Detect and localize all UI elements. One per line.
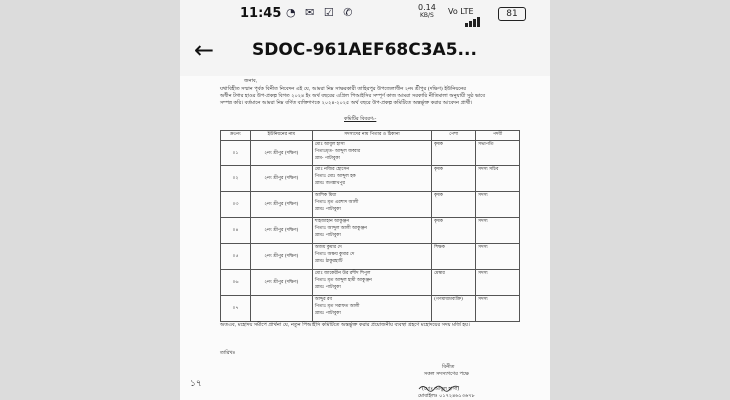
column-header: পদবী bbox=[476, 131, 520, 141]
table-row: ০৩ ২নং শ্রীপুর (দক্ষিণ) আশিক মিয়া পিতাঃ মৃত এরশাদ আলী গ্রামঃ পাটাবুকা কৃষক সদস্য bbox=[221, 192, 520, 218]
table-row: ০৬ ২নং শ্রীপুর (দক্ষিণ) মোঃ জাকেরীন উর রশীদ শিপুল পিতাঃ মৃত আব্দুল হামী আকুঞ্জন গ্রামঃ পাটাবুকা মেম্বার সদস্য bbox=[221, 270, 520, 296]
signature-phone: মোবাইলঃ ০১৭২৪৬১৩৬৭৮ bbox=[418, 393, 475, 399]
status-time: 11:45 bbox=[240, 6, 282, 21]
messenger-icon: ◔ bbox=[286, 6, 299, 19]
table-row: ০৪ ২নং শ্রীপুর (দক্ষিণ) শাহজাহান আকুঞ্জন পিতাঃ আব্দুল আলী আকুঞ্জন গ্রামঃ পাটাবুকা কৃষক সদস্য bbox=[221, 218, 520, 244]
document-title: SDOC-961AEF68C3A5... bbox=[252, 40, 477, 60]
notification-icons bbox=[286, 6, 355, 19]
signature-name: (মোঃ আবুল হাসা) bbox=[422, 386, 460, 392]
closing-request: অতএব, মহোদয় সমীপে প্রার্থনা যে, নতুন পিআইসি কমিটিতে অন্তর্ভুক্ত করার প্রয়োজনীয় ব্যবস্থা গ্রহণে মহোদয়ের সদয় মর্জি হয়। bbox=[220, 322, 470, 328]
signature-role: সকল সদস্যগণের পক্ষে bbox=[424, 371, 469, 377]
committee-table bbox=[220, 130, 520, 322]
viber-icon: ✆ bbox=[343, 6, 356, 19]
status-bar bbox=[180, 0, 550, 28]
table-header bbox=[221, 131, 520, 141]
committee-heading: কমিটির বিবরণ:- bbox=[344, 116, 377, 122]
app-bar bbox=[180, 28, 550, 76]
table-row: ০৭ আব্দুর রব পিতাঃ মৃত সরাফত আলী গ্রামঃ পাটাবুকা (গণমাধ্যমব্যক্তি) সদস্য bbox=[221, 296, 520, 322]
column-header: সদস্যদের নাম পিতার ও ঠিকানা bbox=[312, 131, 431, 141]
column-header: ইউনিয়নের নাম bbox=[250, 131, 312, 141]
table-row: ০২ ২নং শ্রীপুর (দক্ষিণ) মোঃ নজির হোসেন পিতাঃ মোঃ আব্দুল হক গ্রামঃ জগন্নাথপুর কৃষক সদস্য সচিব bbox=[221, 166, 520, 192]
handwritten-signature bbox=[418, 377, 460, 386]
battery-icon: 81 bbox=[498, 7, 526, 21]
back-arrow-icon[interactable]: ← bbox=[194, 36, 215, 64]
message-icon: ✉ bbox=[305, 6, 318, 19]
network-type: Vo LTE bbox=[448, 7, 474, 16]
column-header: ক্রঃনং bbox=[221, 131, 251, 141]
signal-icon bbox=[465, 8, 481, 27]
date-label: তারিখঃ bbox=[220, 350, 236, 356]
body-line-3: সম্পন্ন করি। বর্তমানে আমরা নিম্ন বর্ণিত ব্যক্তিগণকে ২০২৪-২০২৫ অর্থ বছরে উপ-প্রকল্প কমিটিতে অন্তর্ভূক্ত করার আবেদন প্রার্থী। bbox=[220, 100, 473, 106]
phone-screen bbox=[180, 0, 550, 400]
body-line-1: যথাবিহীত সম্মান পূর্বক বিনীত নিবেদন এই যে, আমরা নিম্ন সাক্ষরকারী তাহিরপুর উপজেলাধীন ২নং শ্রীপুর (দক্ষিণ) ইউনিয়নের bbox=[220, 86, 467, 92]
salutation: জনাব, bbox=[244, 78, 258, 84]
document-page[interactable] bbox=[180, 76, 550, 400]
table-row: ০১ ২নং শ্রীপুর (দক্ষিণ) মোঃ আবুল হাসা পিতাঃমৃত- আব্দুল জব্বার গ্রাম- পাটাবুকা কৃষক সভাপতি bbox=[221, 141, 520, 166]
network-speed: 0.14 KB/S bbox=[418, 3, 436, 19]
signature-greeting: বিনীত bbox=[442, 364, 455, 370]
margin-mark: ১৭ bbox=[190, 379, 202, 389]
table-row: ০৫ ২নং শ্রীপুর (দক্ষিণ) অজয় কুমার দে পিতাঃ অক্ষয় কুমার দে গ্রামঃ ঠাকুরহাটি শিক্ষক সদস্য bbox=[221, 244, 520, 270]
column-header: পেশা bbox=[432, 131, 476, 141]
vpn-icon: ☑ bbox=[323, 6, 337, 19]
body-line-2: অধীন টগার হাওর উপ-প্রকল্প বিগত ২০২৪ ইং অর্থ বছরের এপ্রিল পিআইসির সম্পূর্ণ কাজ আমরা সরকারি নীতিমালা অনুযায়ী সুষ্ঠ ভাবে bbox=[220, 93, 486, 99]
